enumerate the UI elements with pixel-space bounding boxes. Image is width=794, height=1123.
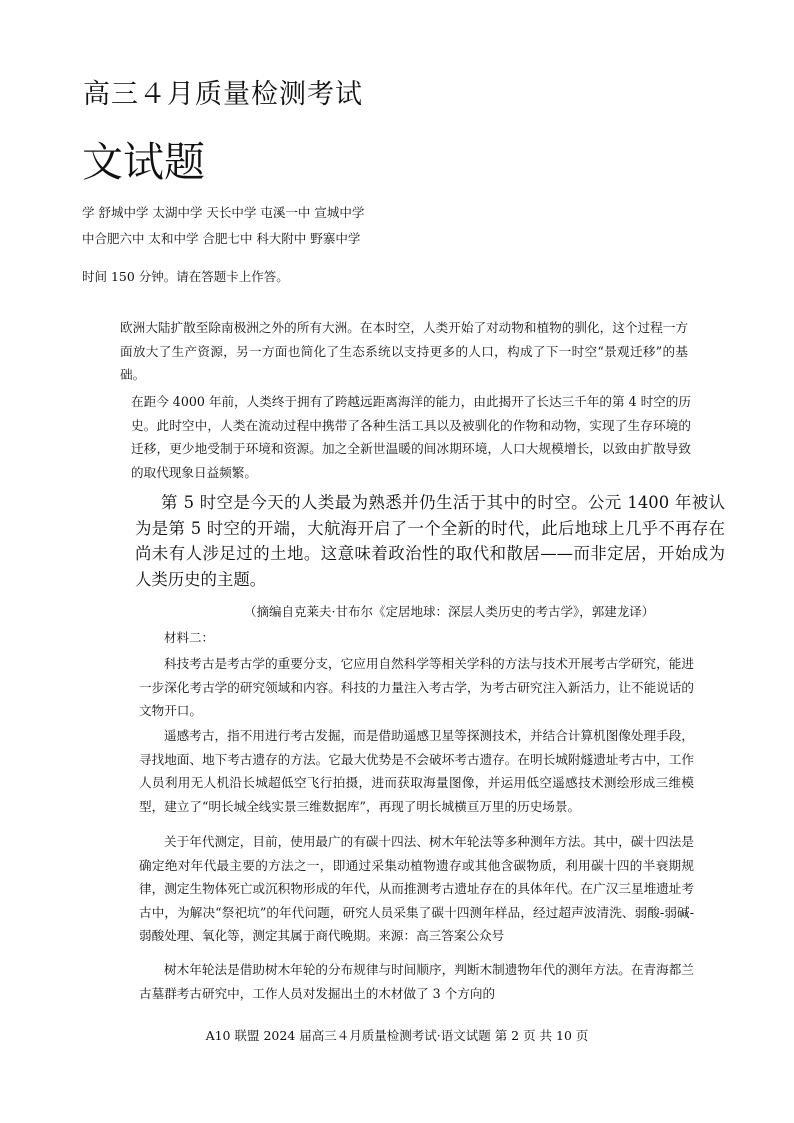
material1-citation: （摘编自克莱夫·甘布尔《定居地球：深层人类历史的考古学》，郭建龙译） (244, 604, 655, 619)
material2-paragraph-1: 科技考古是考古学的重要分支，它应用自然科学等相关学科的方法与技术开展考古学研究，能进一步深化考古学的研究领域和内容。科技的力量注入考古学，为考古研究注入新活力，让不能说话的文物开口。 (139, 656, 694, 718)
school-list-line-1: 学 舒城中学 太湖中学 天长中学 屯溪一中 宣城中学 (82, 205, 365, 220)
material1-paragraph-1: 欧洲大陆扩散至除南极洲之外的所有大洲。在本时空，人类开始了对动物和植物的驯化，这个过程一方面放大了生产资源，另一方面也简化了生态系统以支持更多的人口，构成了下一时空“景观迁移”的基础。 (120, 320, 688, 382)
material2-paragraph-2: 遥感考古，指不用进行考古发掘，而是借助遥感卫星等探测技术，并结合计算机图像处理手段，寻找地面、地下考古遗存的方法。它最大优势是不会破坏考古遗存。在明长城附燧遗址考古中，工作人员利用无人机沿长城超低空飞行拍摄，进而获取海量图像，并运用低空遥感技术测绘形成三维模型，建立了“明长城全线实景三维数据库”，再现了明长城横亘万里的历史场景。 (139, 728, 694, 814)
school-list-line-2: 中合肥六中 太和中学 合肥七中 科大附中 野寨中学 (82, 231, 361, 246)
exam-title: 高三４月质量检测考试 (83, 79, 363, 110)
page-footer: A10 联盟 2024 届高三４月质量检测考试·语文试题 第 2 页 共 10 页 (205, 1028, 589, 1043)
material1-paragraph-3: 第 5 时空是今天的人类最为熟悉并仍生活于其中的时空。公元 1400 年被认为是第 5 时空的开端，大航海开启了一个全新的时代，此后地球上几乎不再存在尚未有人涉足过的土地。这意味着政治性的取代和散居——而非定居，开始成为人类历史的主题。 (135, 493, 725, 589)
material1-paragraph-2: 在距今 4000 年前，人类终于拥有了跨越远距离海洋的能力，由此揭开了长达三千年的第 4 时空的历史。此时空中，人类在流动过程中携带了各种生活工具以及被驯化的作物和动物，实现了生存环境的迁移，更少地受制于环境和资源。加之全新世温暖的间冰期环境，人口大规模增长，以致由扩散导致的取代现象日益频繁。 (131, 394, 691, 480)
material2-paragraph-4: 树木年轮法是借助树木年轮的分布规律与时间顺序，判断木制遗物年代的测年方法。在青海都兰古墓群考古研究中，工作人员对发掘出土的木材做了 3 个方向的 (139, 962, 694, 1001)
material2-paragraph-3: 关于年代测定，目前，使用最广的有碳十四法、树木年轮法等多种测年方法。其中，碳十四法是确定绝对年代最主要的方法之一，即通过采集动植物遗存或其他含碳物质，利用碳十四的半衰期规律，测定生物体死亡或沉积物形成的年代，从而推测考古遗址存在的具体年代。在广汉三星堆遗址考古中，为解决“祭祀坑”的年代问题，研究人员采集了碳十四测年样品，经过超声波清洗、弱酸-弱碱-弱酸处理、氧化等，测定其属于商代晚期。来源：高三答案公众号 (139, 834, 694, 943)
exam-subject-title: 文试题 (82, 138, 205, 186)
material2-label: 材料二： (164, 630, 215, 645)
exam-time-note: 时间 150 分钟。请在答题卡上作答。 (82, 269, 289, 284)
